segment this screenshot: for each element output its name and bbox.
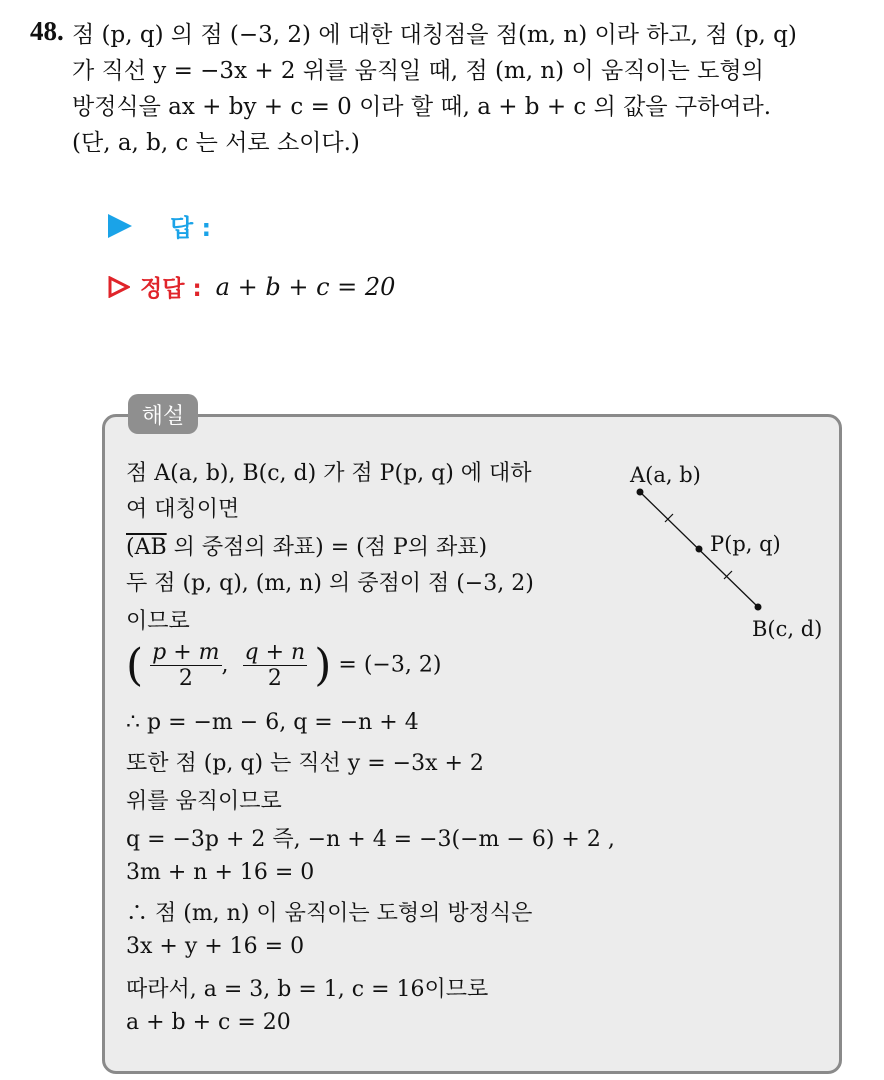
solution-line-11: 3m + n + 16 = 0 xyxy=(126,860,315,885)
fraction-1-numerator: p + m xyxy=(152,640,220,665)
play-triangle-icon xyxy=(108,214,132,238)
fraction-1 xyxy=(150,640,221,691)
problem-line-2: 가 직선 y = −3x + 2 위를 움직일 때, 점 (m, n) 이 움직이는 도형의 xyxy=(72,58,764,84)
correct-answer-value: a + b + c = 20 xyxy=(215,272,396,301)
solution-line-5: 이므로 xyxy=(126,609,190,634)
solution-line-10: q = −3p + 2 즉, −n + 4 = −3(−m − 6) + 2 , xyxy=(126,827,615,852)
segment-ab-label: (AB xyxy=(126,535,167,560)
point-a xyxy=(637,489,644,496)
fraction-2-numerator: q + n xyxy=(244,640,306,665)
solution-line-9: 위를 움직이므로 xyxy=(126,789,282,814)
solution-line-14: 따라서, a = 3, b = 1, c = 16이므로 xyxy=(126,977,489,1002)
right-paren: ) xyxy=(314,640,332,691)
answer-label: 답 : xyxy=(170,214,212,242)
problem-number: 48. xyxy=(30,16,64,46)
solution-fraction-line: ( $\frac{p + m}{2}$ , $\frac{q + n}{2}$ ) = (−3, 2) xyxy=(126,640,442,691)
label-b: B(c, d) xyxy=(752,617,823,641)
correct-answer-label: 정답 : xyxy=(140,276,202,302)
left-paren: ( xyxy=(126,640,144,691)
label-a: A(a, b) xyxy=(630,463,701,487)
fraction-1-denominator: 2 xyxy=(178,666,193,691)
fraction-equals-text: = (−3, 2) xyxy=(338,652,442,678)
point-b xyxy=(755,604,762,611)
symmetry-figure xyxy=(620,452,840,652)
solution-line-1: 점 A(a, b), B(c, d) 가 점 P(p, q) 에 대하 xyxy=(126,461,532,486)
solution-line-12: ∴ 점 (m, n) 이 움직이는 도형의 방정식은 xyxy=(126,901,533,926)
midpoint-text: 의 중점의 좌표) = (점 P의 좌표) xyxy=(173,535,488,560)
answer-row xyxy=(108,208,211,243)
point-p xyxy=(696,546,703,553)
solution-line-3 xyxy=(126,530,487,561)
solution-line-4: 두 점 (p, q), (m, n) 의 중점이 점 (−3, 2) xyxy=(126,571,534,596)
solution-line-8: 또한 점 (p, q) 는 직선 y = −3x + 2 xyxy=(126,751,484,776)
correct-answer-row xyxy=(108,270,395,303)
solution-line-13: 3x + y + 16 = 0 xyxy=(126,934,305,959)
label-p: P(p, q) xyxy=(710,532,781,556)
problem-line-3: 방정식을 ax + by + c = 0 이라 할 때, a + b + c 의 값을 구하여라. xyxy=(72,94,772,120)
solution-tag: 해설 xyxy=(128,394,198,434)
fraction-2 xyxy=(243,640,308,691)
solution-line-7: ∴ p = −m − 6, q = −n + 4 xyxy=(126,710,419,735)
outline-triangle-icon xyxy=(108,276,130,298)
problem-line-1: 점 (p, q) 의 점 (−3, 2) 에 대한 대칭점을 점(m, n) 이라 하고, 점 (p, q) xyxy=(72,22,797,48)
problem-line-4: (단, a, b, c 는 서로 소이다.) xyxy=(72,130,360,156)
solution-line-2: 여 대칭이면 xyxy=(126,497,240,522)
solution-line-15: a + b + c = 20 xyxy=(126,1010,291,1035)
fraction-2-denominator: 2 xyxy=(267,666,282,691)
